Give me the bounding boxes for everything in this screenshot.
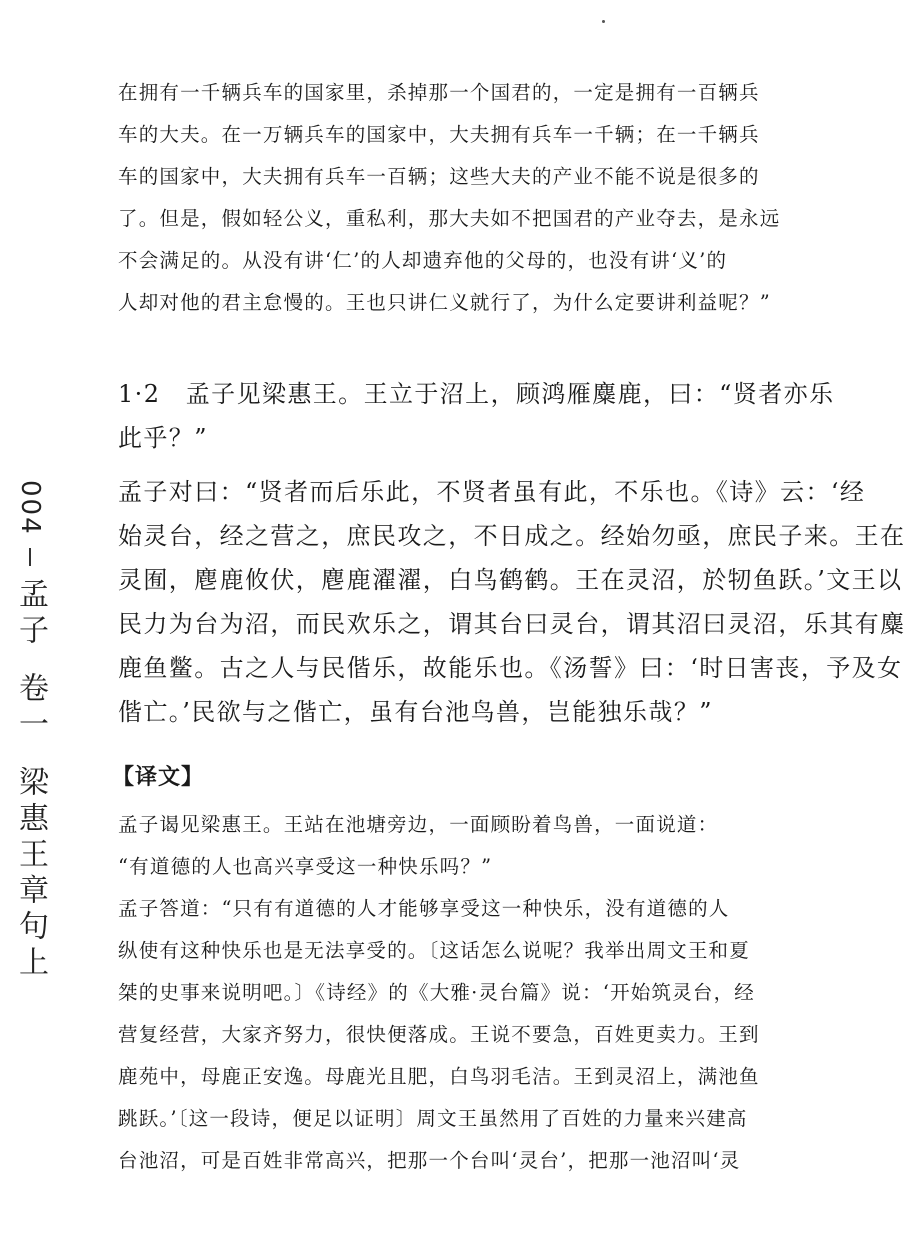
chapter-title-char: 惠 [13,801,48,838]
original-text-section [118,372,905,734]
chapter-title-char: 王 [13,837,48,874]
text-line: 人却对他的君主怠慢的。王也只讲仁义就行了，为什么定要讲利益呢？” [118,291,771,314]
book-title-char: 孟 [13,577,48,614]
speck-mark [602,20,605,23]
volume-char: 一 [13,707,48,744]
text-line: 桀的史事来说明吧。〕《诗经》的《大雅·灵台篇》说：‘开始筑灵台，经 [118,981,755,1004]
chapter-title-char: 句 [13,909,48,946]
section-heading-translation: 【译文】 [112,765,205,790]
text-line: 孟子谒见梁惠王。王站在池塘旁边，一面顾盼着鸟兽，一面说道： [118,813,719,836]
text-line: 鹿苑中，母鹿正安逸。母鹿光且肥，白鸟羽毛洁。王到灵沼上，满池鱼 [118,1065,760,1088]
text-line: 不会满足的。从没有讲‘仁’的人却遗弃他的父母的，也没有讲‘义’的 [118,249,728,272]
volume-char: 卷 [13,671,48,708]
side-running-header [0,480,60,982]
chapter-title-char: 梁 [13,765,48,802]
chapter-title-char: 上 [13,945,48,982]
text-line: “有道德的人也高兴享受这一种快乐吗？” [118,855,493,878]
text-line: 车的大夫。在一万辆兵车的国家中，大夫拥有兵车一千辆；在一千辆兵 [118,123,760,146]
divider [29,548,31,566]
text-line: 始灵台，经之营之，庶民攻之，不日成之。经始勿亟，庶民子来。王在 [118,522,905,550]
text-line: 台池沼，可是百姓非常高兴，把那一个台叫‘灵台’，把那一池沼叫‘灵 [118,1149,741,1172]
text-line: 1·2 孟子见梁惠王。王立于沼上，顾鸿雁麋鹿，曰：“贤者亦乐 [118,380,835,408]
page-number: 004 [15,480,45,536]
translation-section [118,804,760,1182]
text-line: 此乎？” [118,424,208,452]
text-line: 民力为台为沼，而民欢乐之，谓其台曰灵台，谓其沼曰灵沼，乐其有麋 [118,610,905,638]
text-line: 了。但是，假如轻公义，重私利，那大夫如不把国君的产业夺去，是永远 [118,207,781,230]
text-line: 孟子答道：“只有有道德的人才能够享受这一种快乐，没有道德的人 [118,897,730,920]
book-title-char: 子 [13,613,48,650]
text-line: 灵囿，麀鹿攸伏，麀鹿濯濯，白鸟鹤鹤。王在灵沼，於牣鱼跃。’文王以 [118,566,903,594]
text-line: 跳跃。’〔这一段诗，便足以证明〕周文王虽然用了百姓的力量来兴建高 [118,1107,748,1130]
text-line: 在拥有一千辆兵车的国家里，杀掉那一个国君的，一定是拥有一百辆兵 [118,81,760,104]
text-line: 孟子对曰：“贤者而后乐此，不贤者虽有此，不乐也。《诗》云：‘经 [118,478,866,506]
previous-translation-continuation [118,72,781,324]
text-line: 车的国家中，大夫拥有兵车一百辆；这些大夫的产业不能不说是很多的 [118,165,760,188]
text-line: 营复经营，大家齐努力，很快便落成。王说不要急，百姓更卖力。王到 [118,1023,760,1046]
text-line: 偕亡。’民欲与之偕亡，虽有台池鸟兽，岂能独乐哉？” [118,698,713,726]
text-line: 鹿鱼鳖。古之人与民偕乐，故能乐也。《汤誓》曰：‘时日害丧，予及女 [118,654,903,682]
chapter-title-char: 章 [13,873,48,910]
text-line: 纵使有这种快乐也是无法享受的。〔这话怎么说呢？我举出周文王和夏 [118,939,750,962]
